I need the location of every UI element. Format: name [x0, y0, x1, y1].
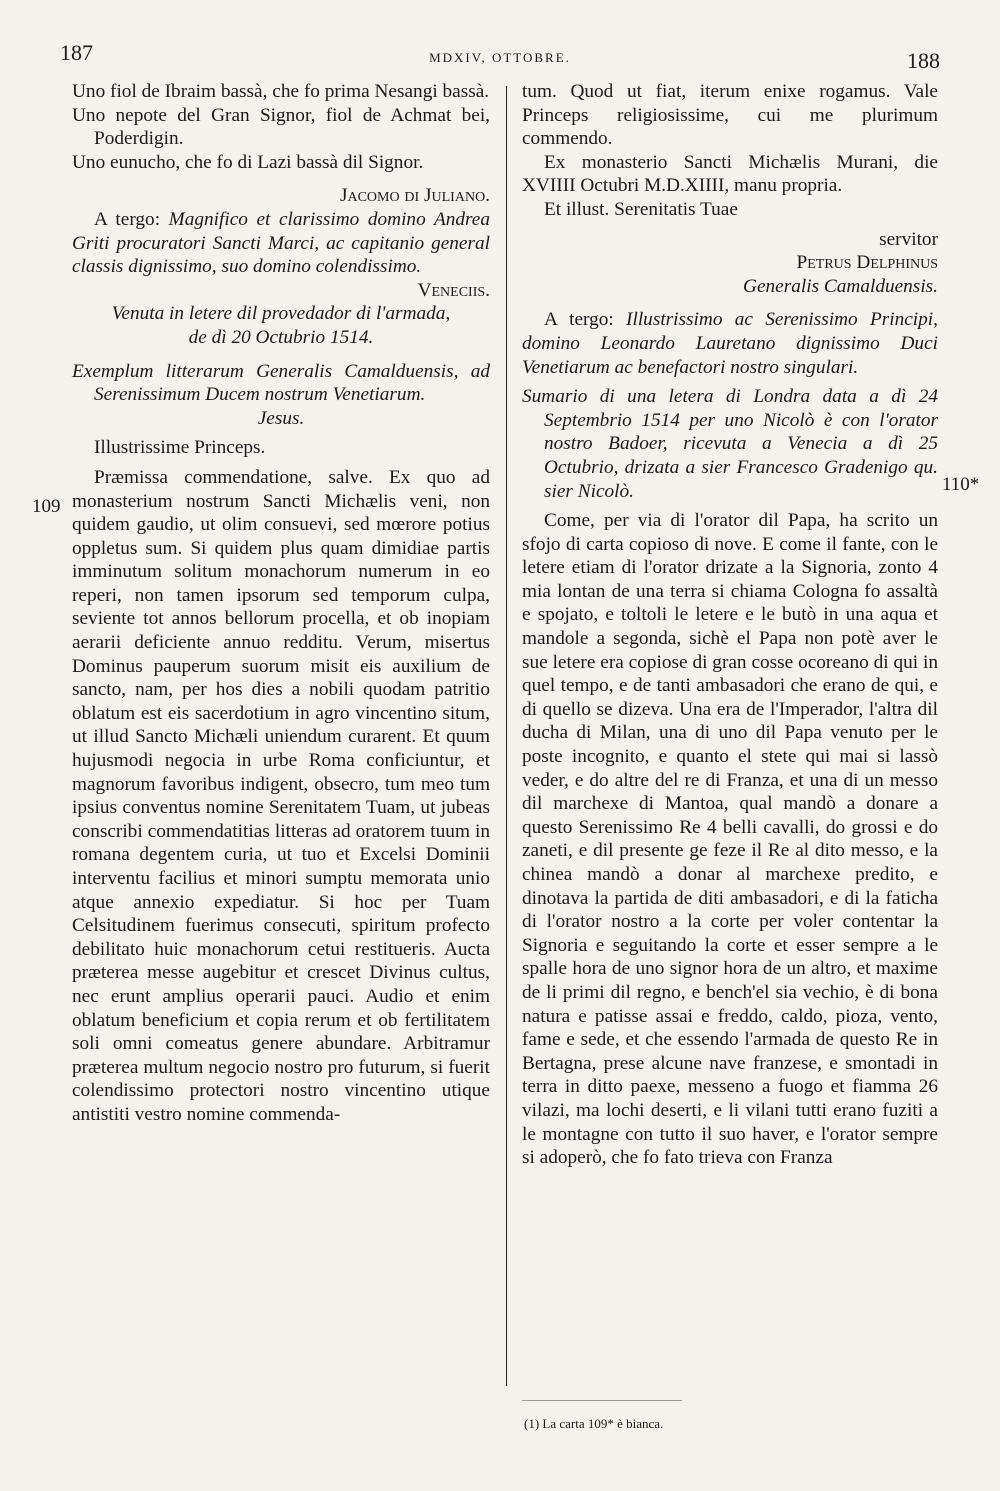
- list-item: Uno fiol de Ibraim bassà, che fo prima Nesangi bassà.: [72, 81, 490, 102]
- heading-exemplum: Exemplum litterarum Generalis Camalduensis, ad Serenissimum Ducem nostrum Venetiarum.: [72, 360, 490, 406]
- page-header: [60, 40, 940, 80]
- left-column: [72, 80, 490, 1127]
- letter-body-continued: tum. Quod ut fiat, iterum enixe rogamus. Vale Princeps religiosissime, cui me plurimum commendo.: [522, 81, 938, 150]
- place-veneciis: Veneciis.: [417, 279, 490, 301]
- heading-sumario: Sumario di una letera di Londra data a dì 24 Septembrio 1514 per uno Nicolò è con l'orator nostro Badoer, ricevuta a Venecia a dì 25 Octubrio, drizata a sier Francesco Gradenigo qu. sier Nicolò.: [522, 386, 938, 502]
- a-tergo-text: Magnifico et clarissimo domino Andrea Griti procuratori Sancti Marci, ac capitanio general classis dignissimo, suo domino colendissimo.: [72, 208, 490, 278]
- footnote-rule: [522, 1400, 682, 1401]
- margin-number-left: 109: [32, 496, 61, 517]
- address-a-tergo: [72, 208, 490, 279]
- signature-petrus: Petrus Delphinus: [796, 252, 938, 274]
- letter-closing-place: Ex monasterio Sancti Michælis Murani, die XVIIII Octubri M.D.XIIII, manu propria.: [522, 151, 938, 197]
- heading-venuta-date: de dì 20 Octubrio 1514.: [188, 326, 374, 348]
- heading-jesus: Jesus.: [257, 407, 305, 429]
- a-tergo-label: A tergo:: [544, 309, 614, 331]
- sumario-body: Come, per via di l'orator dil Papa, ha scrito un sfojo di carta copioso di nove. E come il fante, con le letere etiam di l'orator drizate a la Signoria, zonto 4 mia lontan de una terra si chiama Cologna fo assaltà e spojato, e toltoli le letere e le butò in una aqua et mandole a segonda, sichè el Papa non potè aver le sue letere era copiose di gran cosse ocoreano di qui in quel tempo, e de tanti ambasadori che erano de qui, e di quello se dizeva. Una era de l'Imperador, l'altra dil ducha di Milan, una di uno dil Papa venuto per le poste incognito, e quanto el stete qui mai si lassò veder, e do altre del re di Franza, et una di un messo dil marchexe di Mantoa, qual mandò a donare a questo Serenissimo Re 4 belli cavalli, do grossi e do zaneti, e dil presente ge feze il Re al dito messo, e la chinea mandò a donar al marchexe predito, e dinotava la partida de diti ambasadori, e di la faticha di l'orator nostro a la corte per voler contentar la Signoria e seguitando la corte et esser sempre a le spalle hora de uno signor hora de un altro, et maxime de li primi dil regno, e bench'el sia vechio, è di bona natura e patisse assai e freddo, caldo, pioza, vento, fame e sede, et che essendo l'armada de questo Re in Bertagna, prese alcune nave franzese, e smontadi in terra in ditto paexe, messeno a fuogo et fiamma 26 vilazi, ma lochi deserti, e li vilani tutti erano fuziti a le montagne con tutto il suo haver, e l'orator sempre si adoperò, che fo fato trieva con Franza: [522, 510, 938, 1169]
- letter-closing: Et illust. Serenitatis Tuae: [544, 198, 738, 220]
- heading-venuta: Venuta in letere dil provedador di l'armada,: [111, 303, 451, 325]
- address-a-tergo: [522, 308, 938, 379]
- column-divider: [506, 86, 507, 1386]
- page-number-left: 187: [60, 40, 93, 65]
- salutation: Illustrissime Princeps.: [94, 437, 266, 459]
- signature-title: Generalis Camalduensis.: [743, 275, 938, 297]
- page-number-right: 188: [907, 48, 940, 73]
- right-column: [522, 80, 938, 1170]
- running-title: MDXIV, OTTOBRE.: [429, 50, 571, 65]
- list-item: Uno eunucho, che fo di Lazi bassà dil Signor.: [72, 151, 424, 173]
- margin-number-right: 110*: [942, 474, 980, 495]
- a-tergo-text: Illustrissimo ac Serenissimo Principi, domino Leonardo Lauretano dignissimo Duci Venetiarum ac benefactori nostro singulari.: [522, 309, 938, 378]
- servitor: servitor: [879, 228, 938, 250]
- signature-jacomo: Jacomo di Juliano.: [339, 185, 490, 207]
- list-item: Uno nepote del Gran Signor, fiol de Achmat bei, Poderdigin.: [72, 104, 490, 150]
- letter-body: Præmissa commendatione, salve. Ex quo ad monasterium nostrum Sancti Michælis veni, non quidem gaudio, ut olim consuevi, sed mœrore potius oppletus sum. Si quidem plus quam dimidiae partis imminutum solitum monachorum numerum in eo reperi, non tamen ipsorum sed temporum culpa, seviente tot annos bellorum procella, et ob inopiam aerarii deficiente annuo redditu. Verum, misertus Dominus pauperum suorum misit eis auxilium de sancto, nam, per hos dies a nobili quodam patritio oblatum est eis sacerdotium in agro vincentino situm, ut illud Sancto Michæli uniendum curarent. Et quum hujusmodi negocia in urbe Roma conficiuntur, et magnorum favoribus indigent, obsecro, tum meo tum ipsius conventus nomine Serenitatem Tuam, ut jubeas conscribi commendatitias litteras ad oratorem tuum in romana degentem curia, ut tuo et Excelsi Dominii interventu facilius et minori sumptu memorata unio atque annexio expediatur. Si hoc per Tuam Celsitudinem fuerimus consecuti, spiritum profecto debilitato huic monachorum cetui restitueris. Aucta præterea messe augebitur et crescet Divinus cultus, nec erunt amplius operarii pauci. Audio et enim oblatum beneficium et copia rerum et ob fertilitatem soli omni comeatus genere abundare. Arbitramur præterea multum negocio nostro pro futurum, si fuerit colendissimo protectori nostro vincentino utique antistiti vestro nomine commenda-: [72, 466, 490, 1125]
- a-tergo-label: A tergo:: [94, 208, 161, 230]
- footnote: (1) La carta 109* è bianca.: [524, 1416, 664, 1431]
